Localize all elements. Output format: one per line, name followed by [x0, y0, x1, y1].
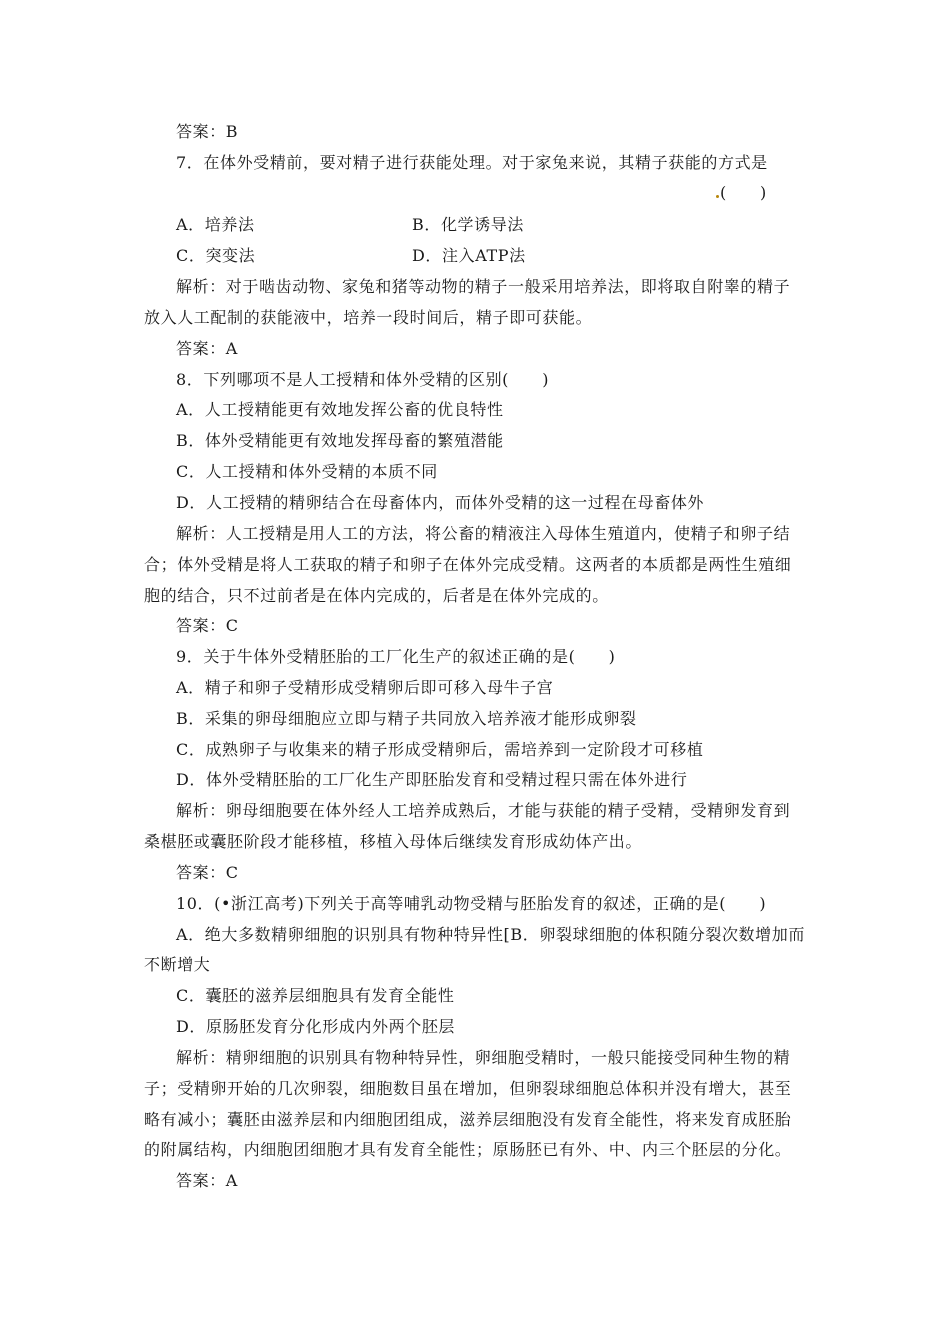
q7-option-d: D．注入ATP法: [412, 246, 526, 265]
q10-stem: 10．(•浙江高考)下列关于高等哺乳动物受精与胚胎发育的叙述，正确的是( ): [176, 894, 767, 913]
q9-option: C．成熟卵子与收集来的精子形成受精卵后，需培养到一定阶段才可移植: [176, 740, 704, 759]
q9-analysis-line: 解析：卵母细胞要在体外经人工培养成熟后，才能与获能的精子受精，受精卵发育到: [176, 801, 791, 820]
q7-option-c: C．突变法: [176, 246, 256, 265]
q9-option: D．体外受精胚胎的工厂化生产即胚胎发育和受精过程只需在体外进行: [176, 770, 688, 789]
q10-analysis-line: 解析：精卵细胞的识别具有物种特异性，卵细胞受精时，一般只能接受同种生物的精: [176, 1048, 791, 1067]
q9-analysis-line: 桑椹胚或囊胚阶段才能移植，移植入母体后继续发育形成幼体产出。: [144, 832, 643, 851]
q8-answer: 答案：C: [176, 616, 239, 635]
q9-stem: 9．关于牛体外受精胚胎的工厂化生产的叙述正确的是( ): [176, 647, 616, 666]
q8-analysis-line: 解析：人工授精是用人工的方法，将公畜的精液注入母体生殖道内，使精子和卵子结: [176, 524, 791, 543]
q8-analysis-line: 合；体外受精是将人工获取的精子和卵子在体外完成受精。这两者的本质都是两性生殖细: [144, 555, 792, 574]
q10-answer: 答案：A: [176, 1171, 238, 1190]
marker-dot: [716, 195, 719, 198]
q8-analysis-line: 胞的结合，只不过前者是在体内完成的，后者是在体外完成的。: [144, 586, 609, 605]
q7-option-a: A．培养法: [176, 215, 255, 234]
q9-option: A．精子和卵子受精形成受精卵后即可移入母牛子宫: [176, 678, 554, 697]
q7-answer: 答案：A: [176, 339, 238, 358]
q10-analysis-line: 的附属结构，内细胞团细胞才具有发育全能性；原肠胚已有外、中、内三个胚层的分化。: [144, 1140, 792, 1159]
q7-stem: 7．在体外受精前，要对精子进行获能处理。对于家兔来说，其精子获能的方式是: [176, 153, 768, 172]
q10-analysis-line: 子；受精卵开始的几次卵裂，细胞数目虽在增加，但卵裂球细胞总体积并没有增大，甚至: [144, 1079, 792, 1098]
q7-blank-wrap: [716, 183, 767, 203]
q10-analysis-line: 略有减小；囊胚由滋养层和内细胞团组成，滋养层细胞没有发育全能性，将来发育成胚胎: [144, 1110, 792, 1129]
q10-option: C．囊胚的滋养层细胞具有发育全能性: [176, 986, 455, 1005]
q9-option: B．采集的卵母细胞应立即与精子共同放入培养液才能形成卵裂: [176, 709, 637, 728]
q10-option: A．绝大多数精卵细胞的识别具有物种特异性[B．卵裂球细胞的体积随分裂次数增加而: [176, 925, 805, 944]
q7-analysis-line: 解析：对于啮齿动物、家兔和猪等动物的精子一般采用培养法，即将取自附睾的精子: [176, 277, 791, 296]
q6-answer: 答案：B: [176, 122, 239, 141]
q7-option-b: B．化学诱导法: [412, 215, 524, 234]
q8-option: C．人工授精和体外受精的本质不同: [176, 462, 438, 481]
q8-option: B．体外受精能更有效地发挥母畜的繁殖潜能: [176, 431, 504, 450]
q8-option: A．人工授精能更有效地发挥公畜的优良特性: [176, 400, 504, 419]
q8-stem: 8．下列哪项不是人工授精和体外受精的区别( ): [176, 370, 550, 389]
q8-option: D．人工授精的精卵结合在母畜体内，而体外受精的这一过程在母畜体外: [176, 493, 705, 512]
q7-analysis-line: 放入人工配制的获能液中，培养一段时间后，精子即可获能。: [144, 308, 593, 327]
q10-option: 不断增大: [144, 955, 211, 974]
q10-option: D．原肠胚发育分化形成内外两个胚层: [176, 1017, 456, 1036]
q7-blank: ( ): [720, 183, 767, 202]
q9-answer: 答案：C: [176, 863, 239, 882]
